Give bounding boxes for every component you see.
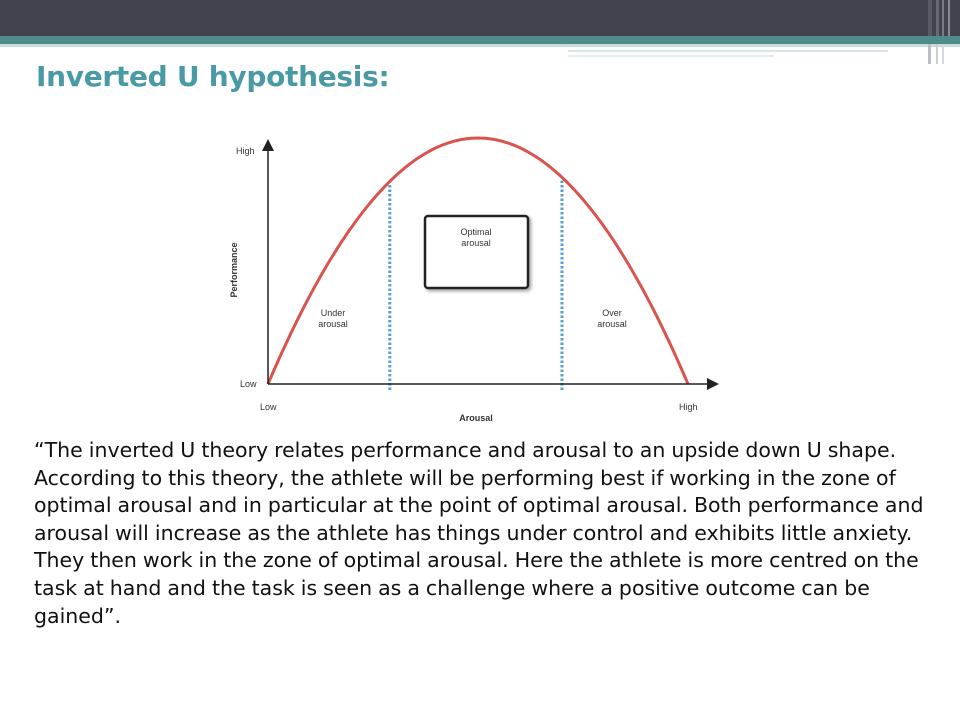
x-tick-high: High bbox=[679, 402, 698, 412]
y-axis-label: Performance bbox=[229, 242, 239, 298]
zone-label-under: Under arousal bbox=[318, 308, 348, 329]
y-tick-high: High bbox=[236, 146, 255, 156]
y-tick-low: Low bbox=[240, 379, 257, 389]
slide-title: Inverted U hypothesis: bbox=[36, 60, 390, 93]
x-tick-low: Low bbox=[260, 402, 277, 412]
zone-label-over: Over arousal bbox=[597, 308, 627, 329]
x-axis-label: Arousal bbox=[459, 413, 493, 423]
zone-label-optimal: Optimal arousal bbox=[460, 227, 492, 248]
body-paragraph: “The inverted U theory relates performance and arousal to an upside down U shape. According to this theory, the athlete will be performing best if working in the zone of optimal arousal and in particular at the point of optimal arousal. Both performance and arousal will increase as the athlete has things under control and exhibits little anxiety. They then work in the zone of optimal arousal. Here the athlete is more centred on the task at hand and the task is seen as a challenge where a positive outcome can be gained”. bbox=[34, 438, 924, 628]
